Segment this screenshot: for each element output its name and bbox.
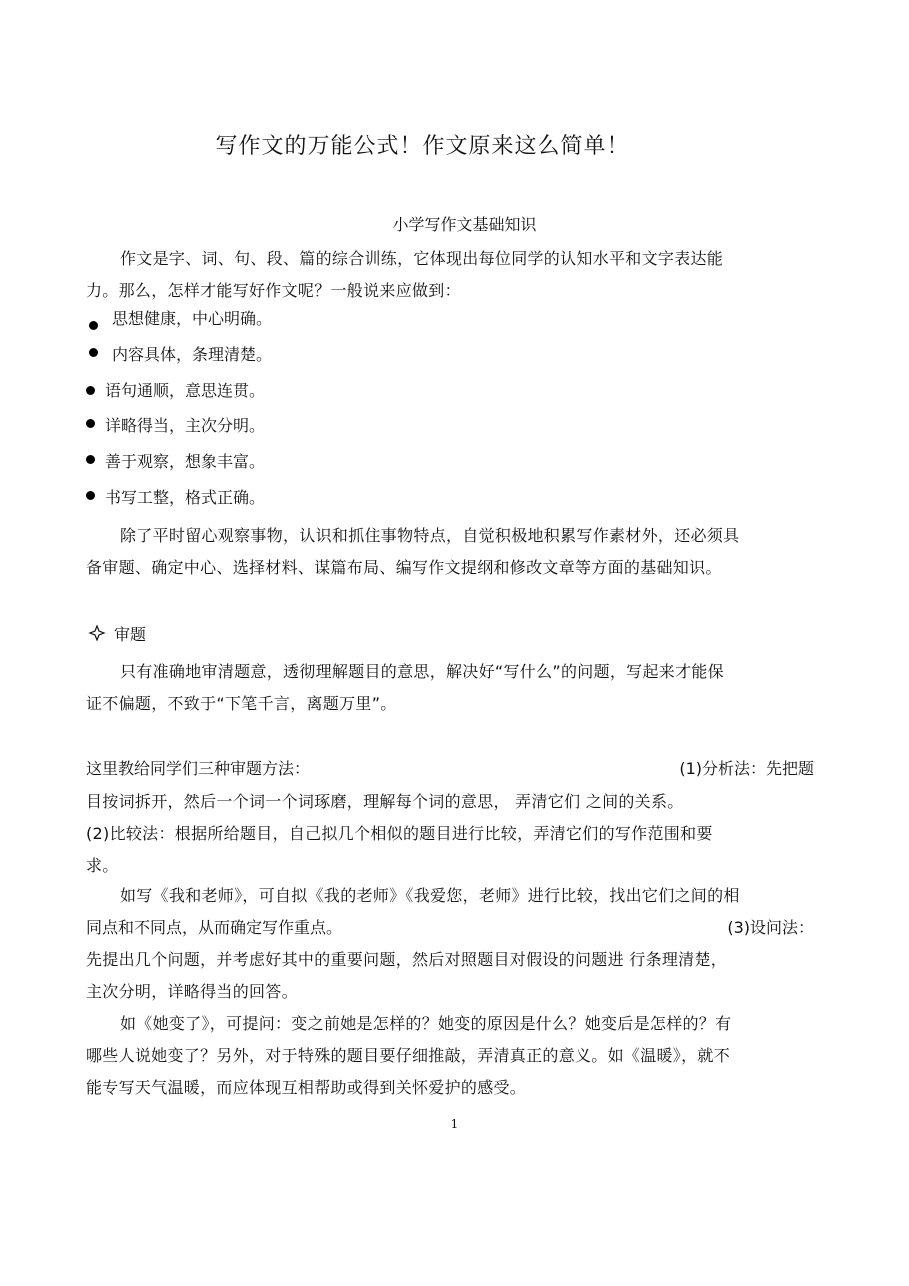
document-title: 写作文的万能公式！作文原来这么简单！ [215, 134, 630, 159]
bullet-icon [89, 348, 98, 357]
method1-heading: (1)分析法：先把题 [679, 759, 814, 778]
method1-body: 目按词拆开，然后一个词一个词琢磨，理解每个词的意思， 弄清它们 之间的关系。 [86, 792, 684, 811]
list-item [86, 451, 265, 473]
example1-paragraph [86, 880, 818, 912]
example2-line-3: 能专写天气温暖，而应体现互相帮助或得到关怀爱护的感受。 [86, 1078, 527, 1097]
section-title: 审题 [114, 625, 147, 644]
bullet-icon [86, 386, 95, 395]
basics-line-2: 备审题、确定中心、选择材料、谋篇布局、编写作文提纲和修改文章等方面的基础知识。 [86, 558, 722, 577]
method3-heading: (3)设问法： [727, 918, 814, 937]
list-item-text: 内容具体，条理清楚。 [112, 345, 273, 364]
method3-paragraph [86, 944, 818, 1008]
list-item [86, 415, 265, 437]
list-item [86, 380, 265, 402]
list-item-text: 善于观察，想象丰富。 [105, 452, 266, 471]
methods-intro: 这里教给同学们三种审题方法： [86, 759, 311, 778]
review-line-1: 只有准确地审清题意，透彻理解题目的意思，解决好“写什么”的问题，写起来才能保 [120, 662, 724, 681]
section-heading [88, 622, 146, 645]
list-item-text: 书写工整，格式正确。 [105, 488, 266, 507]
review-line-2: 证不偏题，不致于“下笔千言，离题万里”。 [86, 694, 397, 713]
example1-line-1: 如写《我和老师》，可自拟《我的老师》《我爱您，老师》进行比较，找出它们之间的相 [120, 886, 740, 905]
bullet-icon [86, 419, 95, 428]
list-item [89, 344, 272, 366]
bullet-icon [86, 455, 95, 464]
methods-intro-line [86, 758, 816, 780]
list-item-text: 思想健康，中心明确。 [112, 309, 273, 328]
intro-line-1: 作文是字、词、句、段、篇的综合训练，它体现出每位同学的认知水平和文字表达能 [120, 249, 724, 268]
intro-paragraph [86, 243, 818, 307]
intro-line-2: 力。那么，怎样才能写好作文呢？一般说来应做到： [86, 281, 461, 300]
document-subtitle: 小学写作文基础知识 [392, 215, 537, 234]
diamond-star-icon [88, 625, 106, 641]
example2-line-1: 如《她变了》，可提问：变之前她是怎样的？她变的原因是什么？她变后是怎样的？有 [120, 1014, 732, 1033]
basics-paragraph [86, 520, 818, 584]
method3-line-1: 先提出几个问题，并考虑好其中的重要问题，然后对照题目对假设的问题进 行条理清楚， [86, 950, 728, 969]
method3-line-2: 主次分明，详略得当的回答。 [86, 982, 298, 1001]
example1-line-2-row [86, 917, 816, 939]
list-item [86, 487, 265, 509]
review-paragraph [86, 656, 818, 720]
example2-line-2: 哪些人说她变了？另外，对于特殊的题目要仔细推敲，弄清真正的意义。如《温暖》，就不 [86, 1046, 731, 1065]
bullet-icon [89, 321, 98, 330]
list-item-text: 语句通顺，意思连贯。 [105, 381, 266, 400]
page-number: 1 [450, 1117, 459, 1131]
method2-paragraph [86, 818, 818, 882]
method2-line-1: (2)比较法：根据所给题目，自己拟几个相似的题目进行比较，弄清它们的写作范围和要 [86, 824, 713, 843]
list-item-text: 详略得当，主次分明。 [105, 416, 266, 435]
method2-line-2: 求。 [86, 856, 119, 875]
list-item [89, 308, 272, 330]
example1-line-2: 同点和不同点，从而确定写作重点。 [86, 918, 343, 937]
basics-line-1: 除了平时留心观察事物，认识和抓住事物特点，自觉积极地积累写作素材外，还必须具 [120, 526, 740, 545]
bullet-icon [86, 491, 95, 500]
example2-paragraph [86, 1008, 818, 1104]
